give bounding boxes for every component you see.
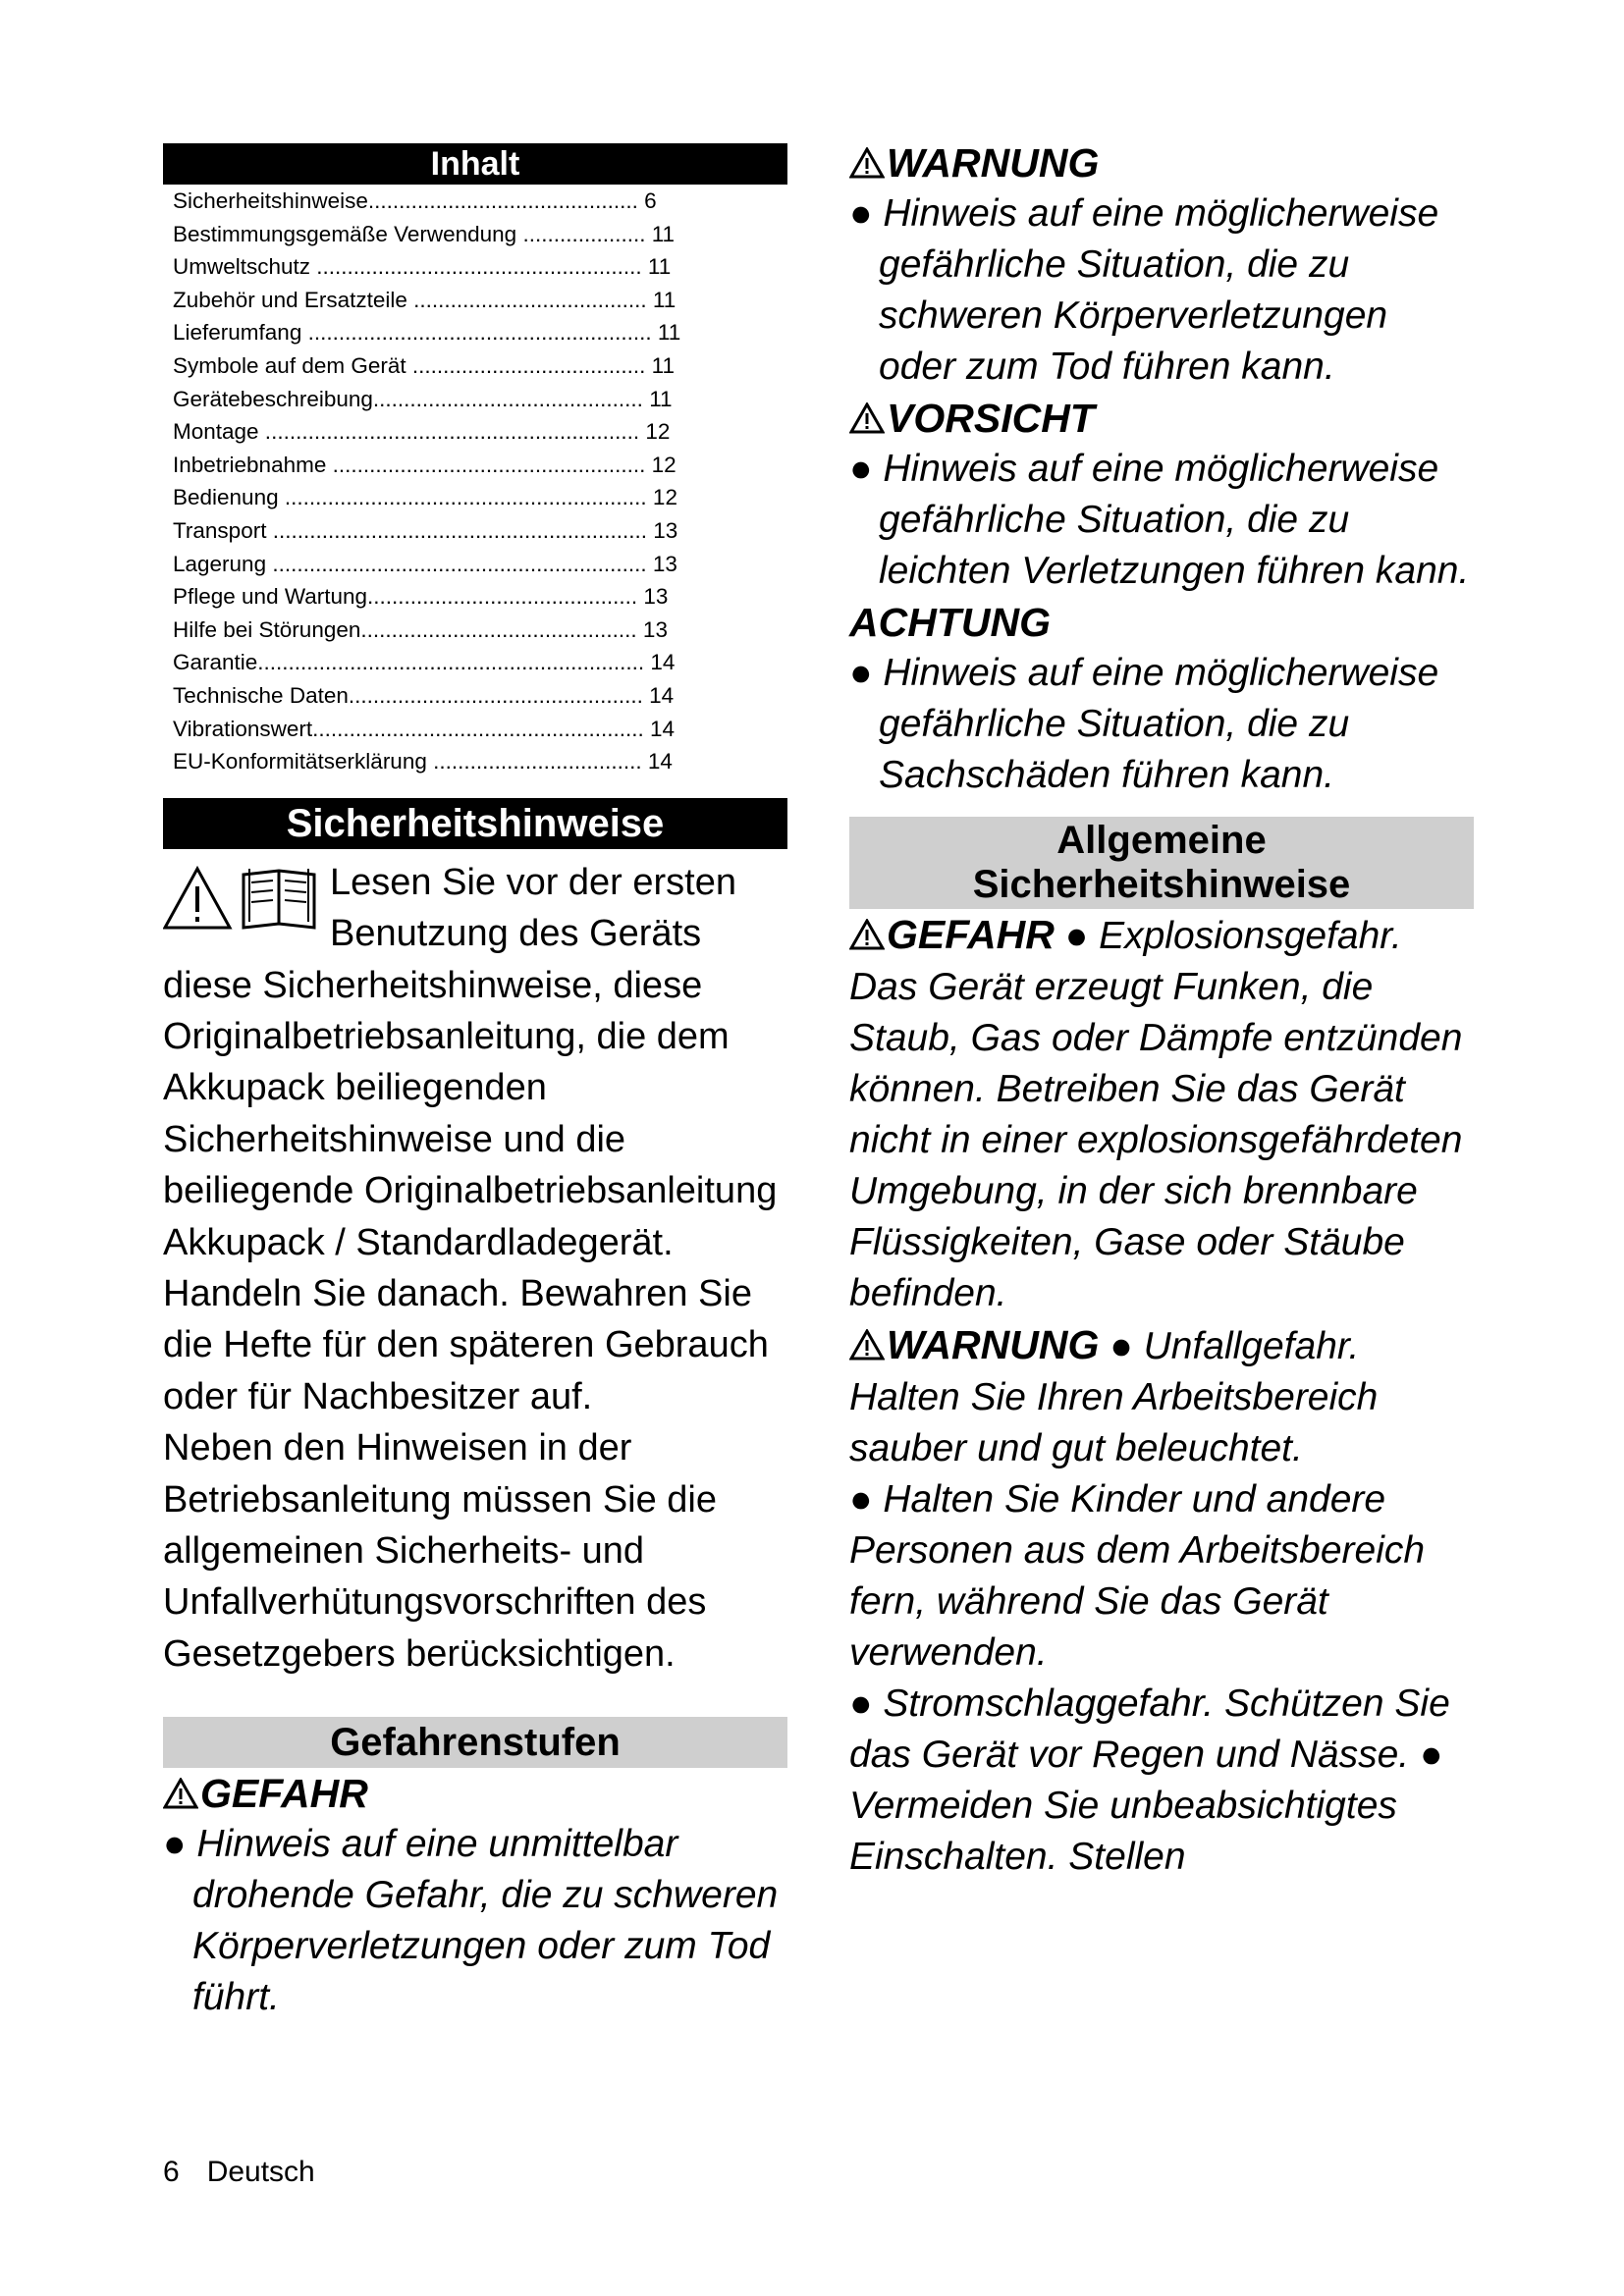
right-column — [849, 137, 1474, 1883]
general-para-children: ● Halten Sie Kinder und andere Personen aus dem Arbeitsbereich fern, während Sie das Gerät verwenden. — [849, 1478, 1426, 1674]
danger-levels-header: Gefahrenstufen — [163, 1717, 787, 1768]
level-warnung-label: WARNUNG — [849, 137, 1474, 188]
toc-entry: Inbetriebnahme ................................................... 12 — [173, 452, 677, 477]
toc-entry: Garantie............................................................... 14 — [173, 650, 676, 675]
toc-entry: Pflege und Wartung............................................ 13 — [173, 584, 669, 610]
warning-triangle-icon — [165, 869, 230, 928]
toc-entry: Lagerung ............................................................. 13 — [173, 551, 677, 576]
level-warnung-text: ● Hinweis auf eine möglicherweise gefährliche Situation, die zu schweren Körperverletzungen oder zum Tod führen kann. — [849, 192, 1439, 388]
level-gefahr-label: GEFAHR — [163, 1768, 787, 1819]
level-achtung-text: ● Hinweis auf eine möglicherweise gefährliche Situation, die zu Sachschäden führen kann. — [849, 652, 1439, 796]
left-column — [163, 143, 787, 2023]
toc-entry: Vibrationswert...................................................... 14 — [173, 716, 675, 741]
warning-triangle-icon — [849, 1321, 885, 1353]
toc-entry: Lieferumfang ........................................................ 11 — [173, 320, 681, 346]
warning-triangle-icon — [849, 911, 885, 942]
general-para-explosion: GEFAHR ● Explosionsgefahr. Das Gerät erzeugt Funken, die Staub, Gas oder Dämpfe entzünden können. Betreiben Sie das Gerät nicht in einer explosionsgefährdeten Umgebung, in der sich brennbare Flüssigkeiten, Gase oder Stäube befinden. — [849, 912, 1463, 1314]
toc-entry: Montage ............................................................. 12 — [173, 419, 671, 445]
toc-entry: EU-Konformitätserklärung .................................. 14 — [173, 749, 673, 774]
page-number: 6 — [163, 2156, 180, 2188]
safety-intro-text: Lesen Sie vor der ersten Benutzung des Geräts diese Sicherheitshinweise, diese Originalbetriebsanleitung, die dem Akkupack beiliegenden Sicherheitshinweise und die beiliegende Originalbetriebsanleitung Akkupack / Standardladegerät. Handeln Sie danach. Bewahren Sie die Hefte für den späteren Gebrauch oder für Nachbesitzer auf. — [163, 861, 778, 1417]
level-vorsicht-text: ● Hinweis auf eine möglicherweise gefährliche Situation, die zu leichten Verletzungen führen kann. — [849, 448, 1470, 592]
toc-list — [163, 185, 787, 778]
toc-entry: Gerätebeschreibung............................................ 11 — [173, 386, 673, 411]
safety-para2: Neben den Hinweisen in der Betriebsanleitung müssen Sie die allgemeinen Sicherheits- und Unfallverhütungsvorschriften des Gesetzgebers berücksichtigen. — [163, 1427, 718, 1675]
general-gefahr-label: GEFAHR — [849, 912, 1055, 957]
general-safety-header: Allgemeine Sicherheitshinweise — [849, 817, 1474, 909]
warning-triangle-icon — [849, 139, 885, 171]
toc-entry: Transport ............................................................. 13 — [173, 517, 678, 543]
safety-section-header: Sicherheitshinweise — [163, 798, 787, 849]
toc-header: Inhalt — [163, 143, 787, 185]
toc-entry: Hilfe bei Störungen............................................. 13 — [173, 616, 668, 642]
page-footer — [163, 2156, 315, 2189]
warning-and-manual-icons — [163, 861, 330, 949]
footer-language: Deutsch — [206, 2156, 315, 2188]
safety-intro — [163, 857, 787, 1681]
toc-entry: Zubehör und Ersatzteile ...................................... 11 — [173, 287, 677, 312]
level-gefahr-text: ● Hinweis auf eine unmittelbar drohende Gefahr, die zu schweren Körperverletzungen oder zum Tod führt. — [163, 1823, 779, 2019]
toc-entry: Technische Daten................................................ 14 — [173, 682, 675, 708]
general-warnung-label: WARNUNG — [849, 1322, 1099, 1367]
warning-triangle-icon — [849, 395, 885, 426]
toc-entry: Umweltschutz ..................................................... 11 — [173, 254, 672, 280]
level-vorsicht-label: VORSICHT — [849, 393, 1474, 444]
level-achtung-label: ACHTUNG — [849, 600, 1051, 645]
general-para-accident: WARNUNG ● Unfallgefahr. Halten Sie Ihren Arbeitsbereich sauber und gut beleuchtet. — [849, 1322, 1379, 1469]
warning-triangle-icon — [163, 1770, 198, 1801]
toc-entry: Bestimmungsgemäße Verwendung .................... 11 — [173, 221, 676, 246]
general-para-electric: ● Stromschlaggefahr. Schützen Sie das Gerät vor Regen und Nässe. ● Vermeiden Sie unbeabsichtigtes Einschalten. Stellen — [849, 1682, 1450, 1878]
toc-entry: Sicherheitshinweise............................................ 6 — [173, 188, 657, 213]
toc-entry: Bedienung ........................................................... 12 — [173, 485, 677, 510]
toc-entry: Symbole auf dem Gerät ...................................... 11 — [173, 352, 676, 378]
manual-book-icon — [244, 869, 314, 928]
